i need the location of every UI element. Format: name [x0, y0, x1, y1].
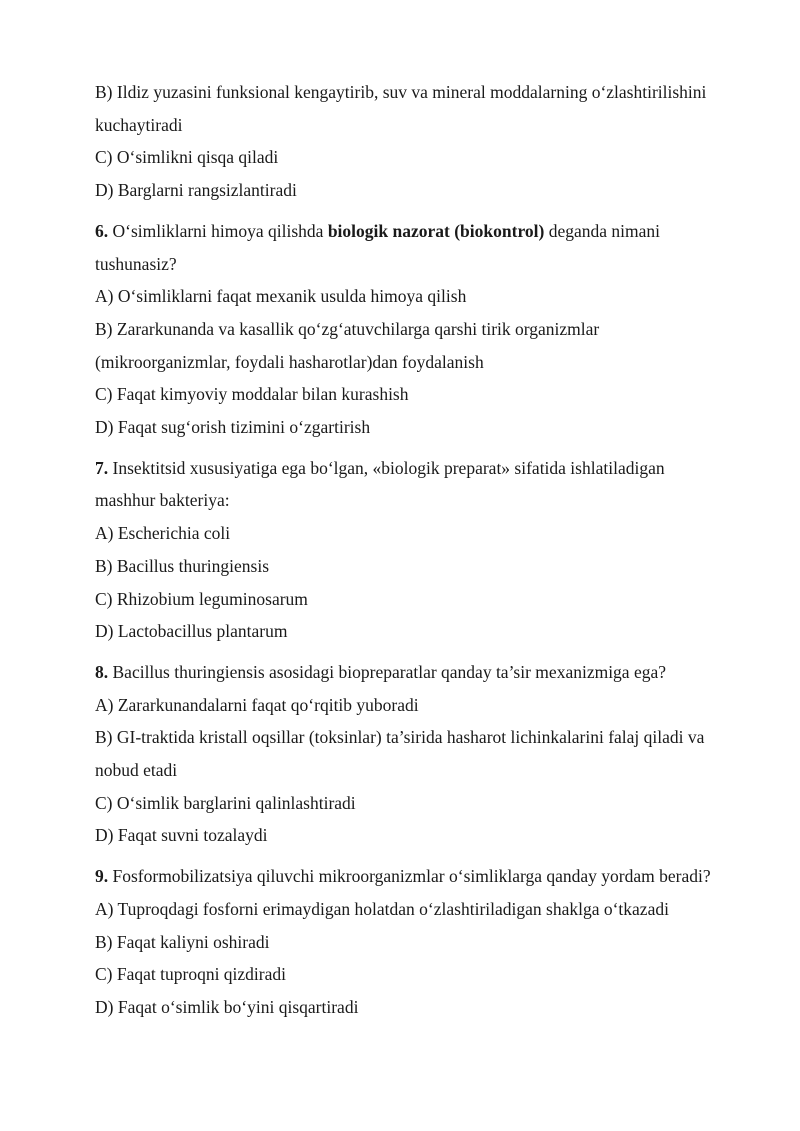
option-b-line-2: nobud etadi	[95, 760, 178, 781]
question-6-stem-line-2: tushunasiz?	[95, 253, 177, 274]
question-bold-term: biologik nazorat (biokontrol)	[327, 220, 545, 241]
question-9-stem	[95, 860, 765, 893]
option-b-line-1: B) Zararkunanda va kasallik qo‘zg‘atuvchilarga qarshi tirik organizmlar	[95, 318, 600, 339]
question-7	[95, 452, 765, 648]
option-a: A) Escherichia coli	[95, 523, 231, 544]
question-9	[95, 860, 765, 1024]
option-b: B) Faqat kaliyni oshiradi	[95, 931, 270, 952]
question-7-stem-line-2: mashhur bakteriya:	[95, 490, 230, 511]
question-6-stem-line-1	[95, 215, 765, 248]
option-a: A) Zararkunandalarni faqat qo‘rqitib yuboradi	[95, 694, 419, 715]
option-c: C) Faqat kimyoviy moddalar bilan kurashish	[95, 384, 409, 405]
option-a: A) Tuproqdagi fosforni erimaydigan holatdan o‘zlashtiriladigan shaklga o‘tkazadi	[95, 898, 669, 919]
option-b-line-2: (mikroorganizmlar, foydali hasharotlar)dan foydalanish	[95, 351, 484, 372]
question-7-stem-line-1	[95, 452, 765, 485]
prev-question-options	[95, 76, 765, 207]
option-d: D) Faqat o‘simlik bo‘yini qisqartiradi	[95, 996, 359, 1017]
question-number: 7.	[95, 457, 109, 478]
question-text: Fosformobilizatsiya qiluvchi mikroorganizmlar o‘simliklarga qanday yordam beradi?	[108, 866, 711, 887]
question-number: 8.	[95, 661, 109, 682]
question-number: 6.	[95, 220, 109, 241]
option-c: C) O‘simlik barglarini qalinlashtiradi	[95, 792, 356, 813]
question-text: Bacillus thuringiensis asosidagi biopreparatlar qanday ta’sir mexanizmiga ega?	[108, 661, 667, 682]
option-b-line-1: B) Ildiz yuzasini funksional kengaytirib, suv va mineral moddalarning o‘zlashtirilishini	[95, 82, 707, 102]
option-b: B) Bacillus thuringiensis	[95, 555, 270, 576]
option-a: A) O‘simliklarni faqat mexanik usulda himoya qilish	[95, 286, 467, 307]
option-b-line-2: kuchaytiradi	[95, 114, 183, 135]
question-number: 9.	[95, 866, 109, 887]
question-text: deganda nimani	[544, 220, 660, 241]
option-d: D) Lactobacillus plantarum	[95, 621, 288, 642]
question-6	[95, 215, 765, 444]
option-b-line-1: B) GI-traktida kristall oqsillar (toksinlar) ta’sirida hasharot lichinkalarini falaj qiladi va	[95, 727, 705, 748]
question-text: Insektitsid xususiyatiga ega bo‘lgan, «biologik preparat» sifatida ishlatiladigan	[108, 457, 665, 478]
option-c: C) Faqat tuproqni qizdiradi	[95, 964, 287, 985]
option-c: C) O‘simlikni qisqa qiladi	[95, 147, 279, 168]
document-page	[95, 76, 765, 1024]
question-text: O‘simliklarni himoya qilishda	[108, 220, 328, 241]
option-d: D) Barglarni rangsizlantiradi	[95, 180, 297, 201]
option-d: D) Faqat sug‘orish tizimini o‘zgartirish	[95, 417, 371, 438]
option-d: D) Faqat suvni tozalaydi	[95, 825, 268, 846]
option-c: C) Rhizobium leguminosarum	[95, 588, 308, 609]
question-8	[95, 656, 765, 852]
question-8-stem	[95, 656, 765, 689]
